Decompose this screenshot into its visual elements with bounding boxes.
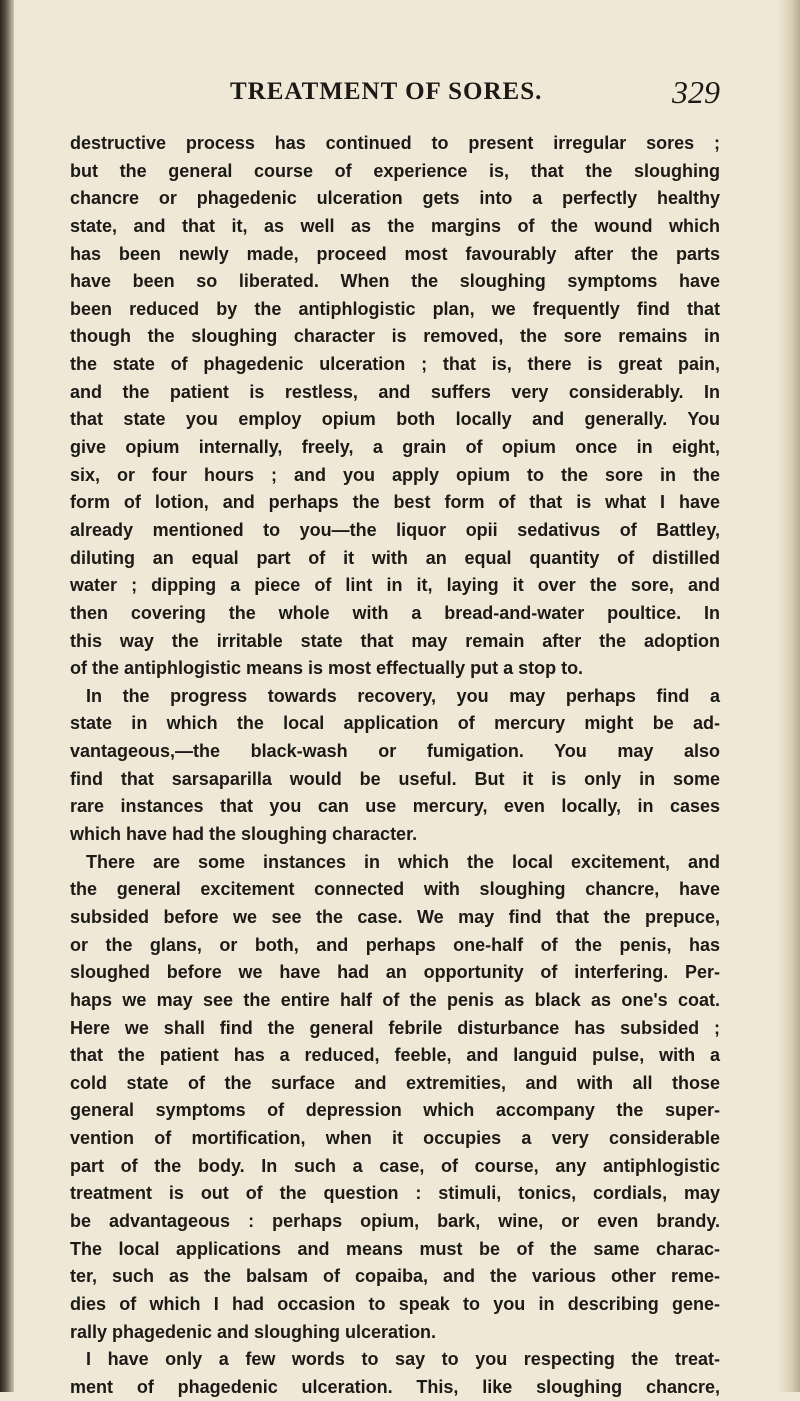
text-line: be advantageous : perhaps opium, bark, wine, or even brandy.	[70, 1210, 720, 1231]
text-line: chancre or phagedenic ulceration gets into a perfectly healthy	[70, 188, 720, 209]
text-line: Here we shall find the general febrile disturbance has subsided ;	[70, 1017, 720, 1038]
text-line: have been so liberated. When the sloughing symptoms have	[70, 271, 720, 292]
text-line: that state you employ opium both locally and generally. You	[70, 409, 720, 430]
text-line: destructive process has continued to present irregular sores ;	[70, 133, 720, 153]
text-line: state in which the local application of mercury might be ad-	[70, 713, 720, 734]
text-line: part of the body. In such a case, of course, any antiphlogistic	[70, 1155, 720, 1176]
text-line: though the sloughing character is removed, the sore remains in	[70, 326, 720, 347]
text-line: rare instances that you can use mercury, even locally, in cases	[70, 796, 720, 817]
text-line: dies of which I had occasion to speak to you in describing gene-	[70, 1293, 720, 1314]
text-line: this way the irritable state that may remain after the adoption	[70, 630, 720, 651]
text-line: ter, such as the balsam of copaiba, and the various other reme-	[70, 1266, 720, 1287]
text-line: treatment is out of the question : stimuli, tonics, cordials, may	[70, 1183, 720, 1204]
text-line: The local applications and means must be of the same charac-	[70, 1238, 720, 1259]
body-text	[70, 130, 720, 1401]
text-line: subsided before we see the case. We may find that the prepuce,	[70, 906, 720, 927]
text-line: the state of phagedenic ulceration ; that is, there is great pain,	[70, 354, 720, 375]
text-line: the general excitement connected with sloughing chancre, have	[70, 879, 720, 900]
text-line: then covering the whole with a bread-and-water poultice. In	[70, 602, 720, 623]
text-line: been reduced by the antiphlogistic plan, we frequently find that	[70, 298, 720, 319]
text-line: that the patient has a reduced, feeble, and languid pulse, with a	[70, 1045, 720, 1066]
text-line: form of lotion, and perhaps the best form of that is what I have	[70, 492, 720, 513]
text-line: or the glans, or both, and perhaps one-half of the penis, has	[70, 934, 720, 955]
text-line: In the progress towards recovery, you may perhaps find a	[86, 685, 720, 706]
text-line: and the patient is restless, and suffers very considerably. In	[70, 381, 720, 402]
text-line: There are some instances in which the local excitement, and	[86, 851, 720, 872]
text-line: has been newly made, proceed most favourably after the parts	[70, 243, 720, 264]
text-line: water ; dipping a piece of lint in it, laying it over the sore, and	[70, 575, 720, 596]
text-line: already mentioned to you—the liquor opii sedativus of Battley,	[70, 519, 720, 540]
text-line: general symptoms of depression which accompany the super-	[70, 1100, 720, 1121]
text-line: which have had the sloughing character.	[70, 824, 418, 845]
text-line: of the antiphlogistic means is most effectually put a stop to.	[70, 658, 584, 679]
page-edge-right	[778, 0, 800, 1392]
page-number: 329	[672, 74, 720, 110]
text-line: rally phagedenic and sloughing ulceration.	[70, 1321, 437, 1342]
text-line: six, or four hours ; and you apply opium to the sore in the	[70, 464, 720, 485]
text-line: state, and that it, as well as the margins of the wound which	[70, 215, 720, 236]
text-line: diluting an equal part of it with an equal quantity of distilled	[70, 547, 720, 568]
page-header	[70, 74, 720, 114]
text-line: haps we may see the entire half of the penis as black as one's coat.	[70, 989, 720, 1010]
text-line: but the general course of experience is, that the sloughing	[70, 160, 720, 181]
text-line: give opium internally, freely, a grain of opium once in eight,	[70, 437, 720, 458]
text-line: I have only a few words to say to you respecting the treat-	[86, 1349, 720, 1370]
text-line: vantageous,—the black-wash or fumigation. You may also	[70, 741, 720, 762]
text-line: vention of mortification, when it occupies a very considerable	[70, 1128, 720, 1149]
page-edge-shadow	[0, 0, 14, 1392]
running-title: TREATMENT OF SORES.	[230, 78, 543, 105]
text-line: sloughed before we have had an opportunity of interfering. Per-	[70, 962, 720, 983]
text-line: cold state of the surface and extremities, and with all those	[70, 1072, 720, 1093]
text-line: ment of phagedenic ulceration. This, like sloughing chancre,	[70, 1376, 720, 1397]
text-line: find that sarsaparilla would be useful. But it is only in some	[70, 768, 720, 789]
